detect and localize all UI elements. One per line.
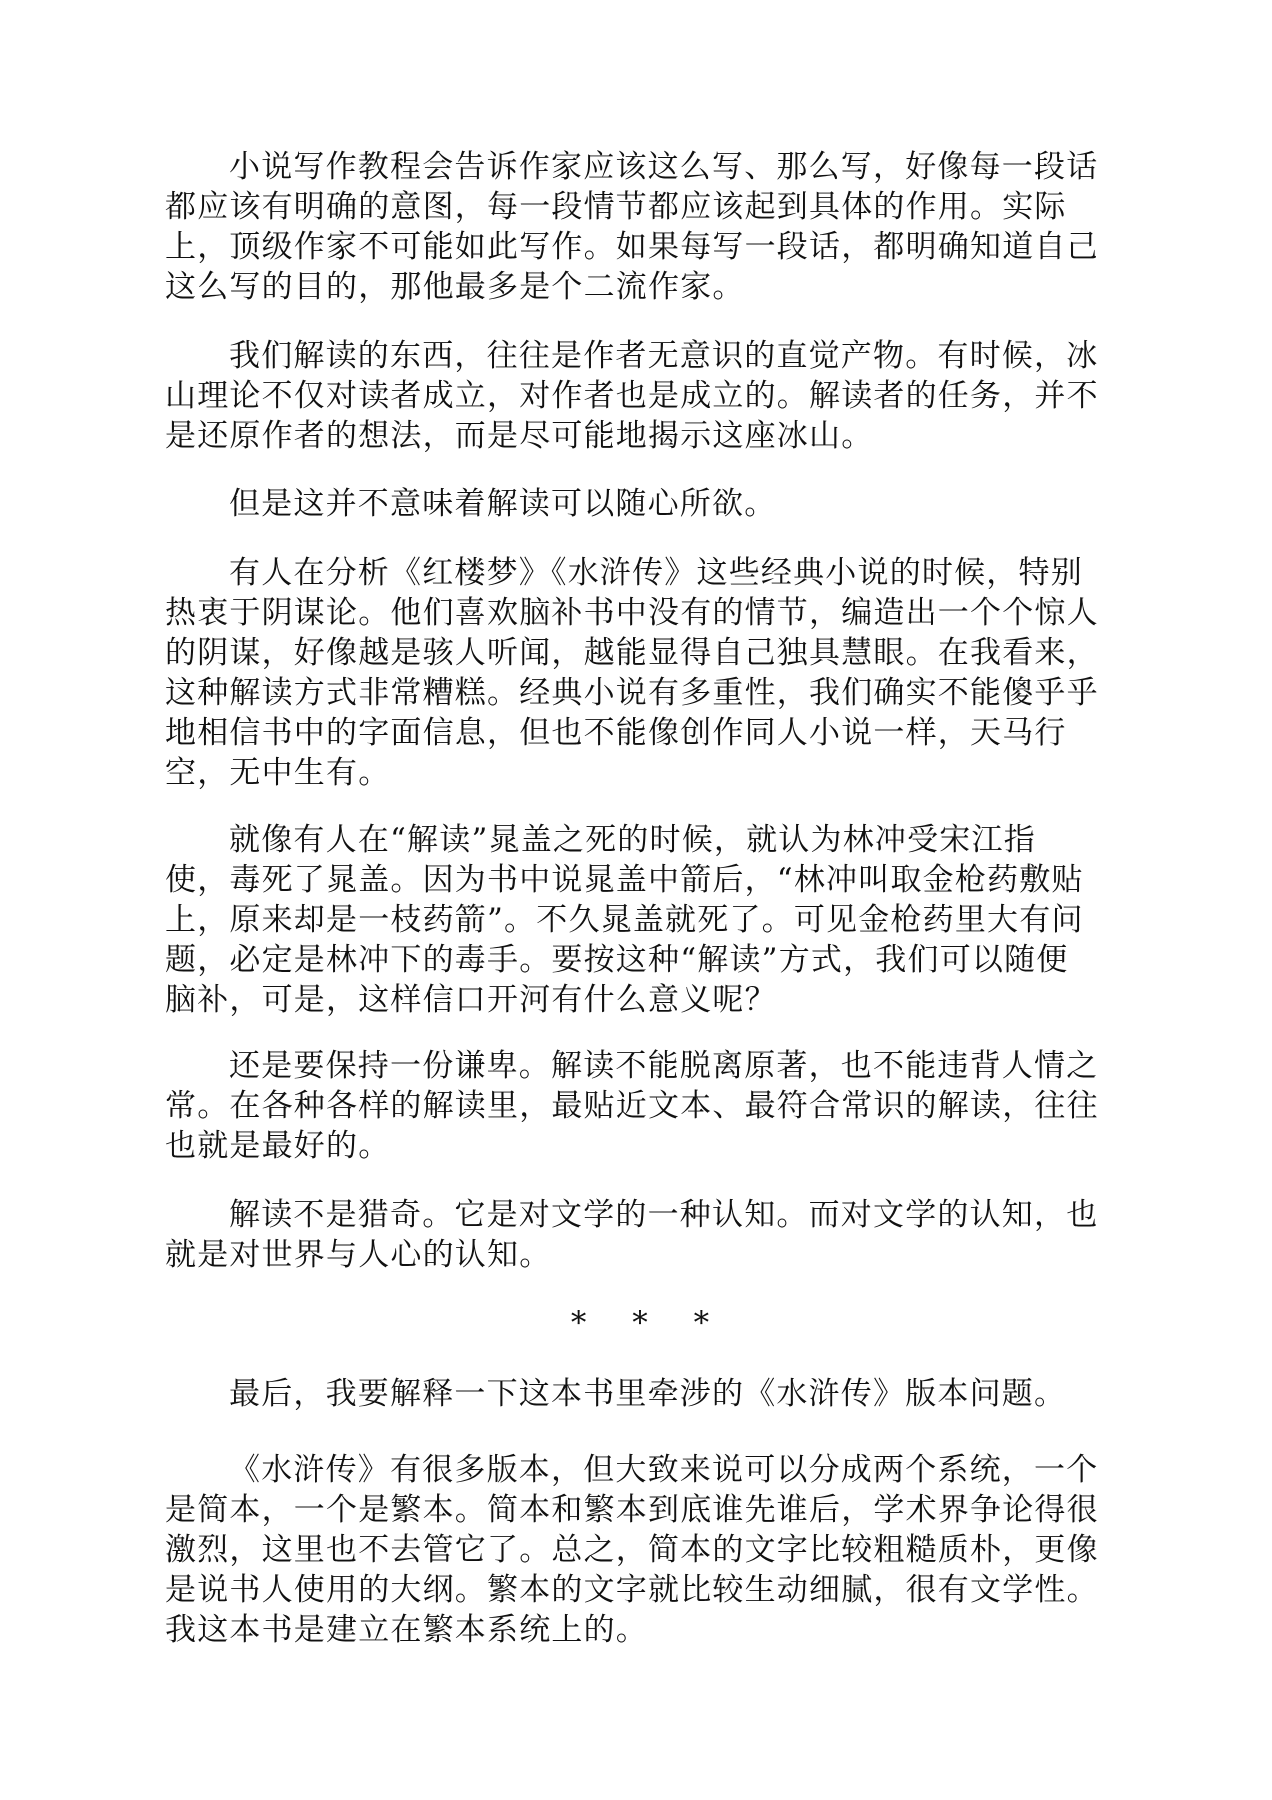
text-line: 我们解读的东西，往往是作者无意识的直觉产物。有时候，冰: [229, 338, 1099, 374]
text-line: 还是要保持一份谦卑。解读不能脱离原著，也不能违背人情之: [229, 1048, 1099, 1084]
text-line: 最后，我要解释一下这本书里牵涉的《水浒传》版本问题。: [229, 1376, 1067, 1412]
text-line: 上，顶级作家不可能如此写作。如果每写一段话，都明确知道自己: [165, 229, 1099, 265]
text-line: 热衷于阴谋论。他们喜欢脑补书中没有的情节，编造出一个个惊人: [165, 595, 1099, 631]
text-line: 是简本，一个是繁本。简本和繁本到底谁先谁后，学术界争论得很: [165, 1492, 1099, 1528]
paragraph-iceberg: [165, 336, 1115, 456]
text-line: 有人在分析《红楼梦》《水浒传》这些经典小说的时候，特别: [229, 555, 1083, 591]
text-line: 上，原来却是一枝药箭”。不久晁盖就死了。可见金枪药里大有问: [165, 902, 1084, 938]
text-line: 题，必定是林冲下的毒手。要按这种“解读”方式，我们可以随便: [165, 942, 1069, 978]
text-line: 是还原作者的想法，而是尽可能地揭示这座冰山。: [165, 418, 874, 454]
text-line: 山理论不仅对读者成立，对作者也是成立的。解读者的任务，并不: [165, 378, 1099, 414]
text-line: 但是这并不意味着解读可以随心所欲。: [229, 486, 777, 522]
paragraph-version-intro: [165, 1374, 1115, 1414]
paragraph-conspiracy: [165, 553, 1115, 793]
paragraph-not-arbitrary: [165, 484, 1115, 524]
section-separator: * * *: [570, 1305, 728, 1341]
paragraph-version-systems: [165, 1450, 1115, 1650]
text-line: 常。在各种各样的解读里，最贴近文本、最符合常识的解读，往往: [165, 1088, 1099, 1124]
text-line: 这么写的目的，那他最多是个二流作家。: [165, 269, 745, 305]
text-line: 脑补，可是，这样信口开河有什么意义呢？: [165, 982, 777, 1018]
text-line: 就像有人在“解读”晁盖之死的时候，就认为林冲受宋江指: [229, 822, 1036, 858]
paragraph-humility: [165, 1046, 1115, 1166]
text-line: 我这本书是建立在繁本系统上的。: [165, 1612, 648, 1648]
text-line: 也就是最好的。: [165, 1128, 391, 1164]
text-line: 《水浒传》有很多版本，但大致来说可以分成两个系统，一个: [229, 1452, 1099, 1488]
text-line: 地相信书中的字面信息，但也不能像创作同人小说一样，天马行: [165, 715, 1067, 751]
text-line: 激烈，这里也不去管它了。总之，简本的文字比较粗糙质朴，更像: [165, 1532, 1099, 1568]
paragraph-writing-intent: [165, 147, 1115, 307]
paragraph-cognition: [165, 1195, 1115, 1275]
text-line: 小说写作教程会告诉作家应该这么写、那么写，好像每一段话: [229, 149, 1099, 185]
text-line: 是说书人使用的大纲。繁本的文字就比较生动细腻，很有文学性。: [165, 1572, 1099, 1608]
text-line: 就是对世界与人心的认知。: [165, 1237, 552, 1273]
paragraph-chao-gai: [165, 820, 1115, 1020]
text-line: 的阴谋，好像越是骇人听闻，越能显得自己独具慧眼。在我看来，: [165, 635, 1099, 671]
text-line: 解读不是猎奇。它是对文学的一种认知。而对文学的认知，也: [229, 1197, 1099, 1233]
text-line: 都应该有明确的意图，每一段情节都应该起到具体的作用。实际: [165, 189, 1067, 225]
text-line: 这种解读方式非常糟糕。经典小说有多重性，我们确实不能傻乎乎: [165, 675, 1099, 711]
text-line: 使，毒死了晁盖。因为书中说晁盖中箭后，“林冲叫取金枪药敷贴: [165, 862, 1084, 898]
document-page: [165, 0, 1115, 1800]
text-line: 空，无中生有。: [165, 755, 391, 791]
